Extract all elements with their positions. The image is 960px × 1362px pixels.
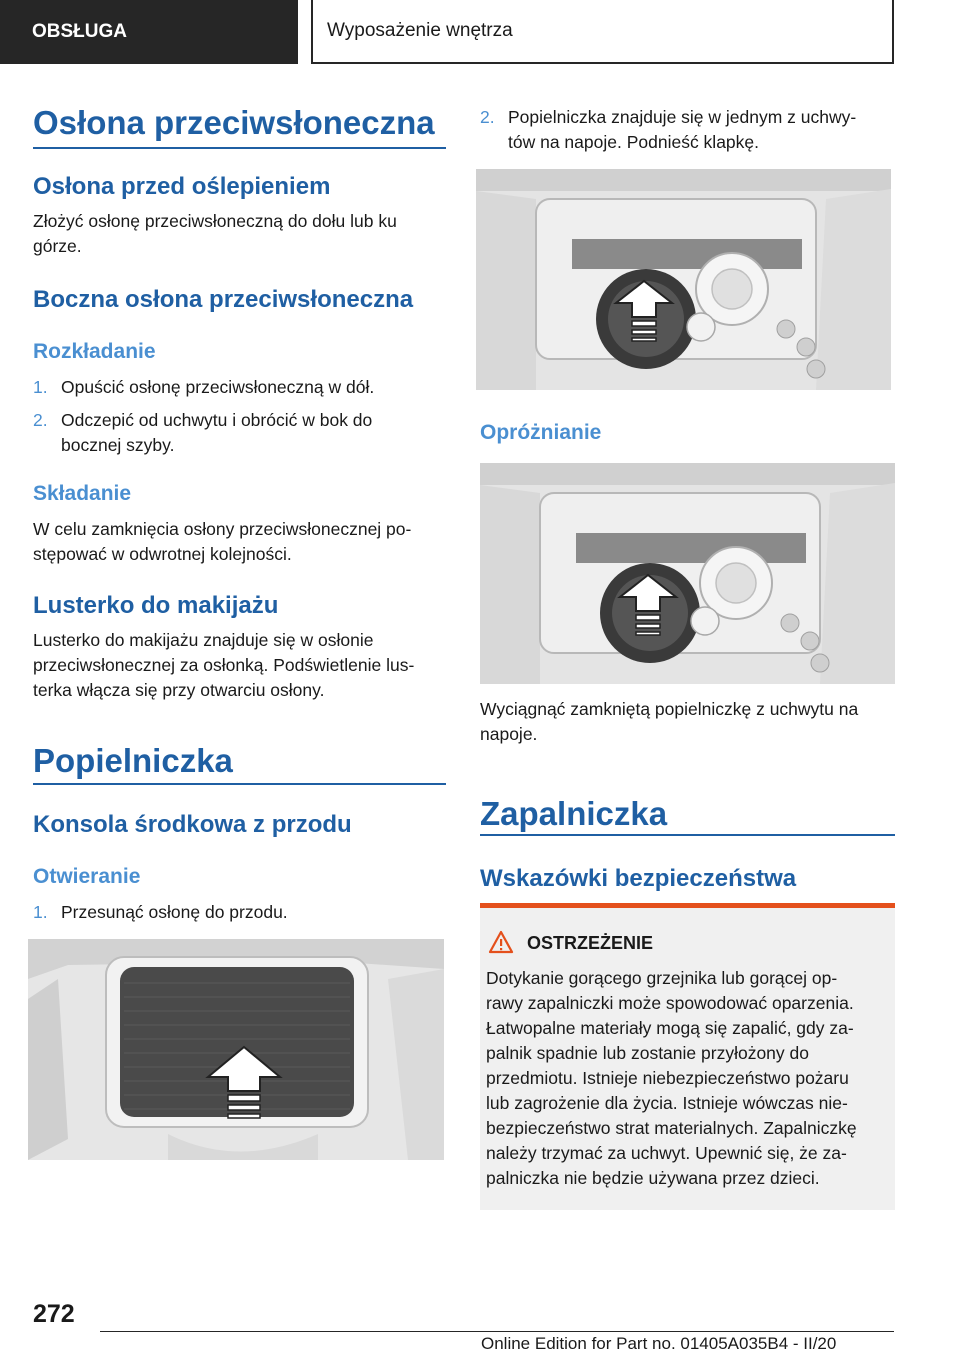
paragraph-fold	[33, 517, 453, 567]
text-line: rawy zapalniczki może spowodować oparzenia.	[486, 993, 854, 1013]
list-item	[61, 408, 372, 458]
open-step-1	[33, 900, 453, 926]
heading-unfold: Rozkładanie	[33, 340, 156, 363]
text-line: palnik spadnie lub zostanie przyłożony do	[486, 1043, 809, 1063]
text-line: Złożyć osłonę przeciwsłoneczną do dołu lub ku	[33, 211, 397, 231]
text-line: Dotykanie gorącego grzejnika lub gorącej op-	[486, 968, 838, 988]
heading-rule	[33, 147, 446, 149]
step-number: 1.	[33, 377, 48, 397]
warning-title: OSTRZEŻENIE	[527, 933, 654, 953]
text-line: przeciwsłonecznej za osłonką. Podświetlenie lus-	[33, 655, 415, 675]
heading-rule	[33, 783, 446, 785]
list-item	[61, 375, 374, 400]
list-item: Przesunąć osłonę do przodu.	[61, 902, 288, 922]
page-number: 272	[33, 1300, 75, 1328]
text-line: Popielniczka znajduje się w jednym z uchwy-	[508, 107, 857, 127]
edition-text: Online Edition for Part no. 01405A035B4 - II/20	[481, 1334, 837, 1353]
open-step-2	[480, 105, 900, 157]
section-tab	[0, 0, 298, 64]
text-line: górze.	[33, 236, 82, 256]
warning-bar	[480, 903, 895, 908]
text-line: Wyciągnąć zamkniętą popielniczkę z uchwytu na	[480, 699, 859, 719]
heading-lighter: Zapalniczka	[480, 795, 668, 832]
warning-triangle-icon	[488, 930, 516, 954]
text-line: bezpieczeństwo strat materialnych. Zapalniczkę	[486, 1118, 857, 1138]
heading-glare-shield: Osłona przed oślepieniem	[33, 173, 331, 200]
text-line: palniczka nie będzie używana przez dzieci.	[486, 1168, 820, 1188]
text-line: bocznej szyby.	[61, 435, 175, 455]
text-line: Łatwopalne materiały mogą się zapalić, gdy za-	[486, 1018, 854, 1038]
step-number: 2.	[480, 107, 495, 127]
text-line: Lusterko do makijażu znajduje się w osłonie	[33, 630, 374, 650]
heading-sun-visor: Osłona przeciwsłoneczna	[33, 104, 435, 141]
text-line: W celu zamknięcia osłony przeciwsłonecznej po-	[33, 519, 412, 539]
text-line: przedmiotu. Istnieje niebezpieczeństwo pożaru	[486, 1068, 849, 1088]
heading-opening: Otwieranie	[33, 865, 141, 888]
text-line: stępować w odwrotnej kolejności.	[33, 544, 292, 564]
chapter-tab	[311, 0, 894, 64]
heading-fold: Składanie	[33, 482, 132, 505]
chapter-label: Wyposażenie wnętrza	[327, 20, 513, 41]
text-line: terka włącza się przy otwarciu osłony.	[33, 680, 325, 700]
text-line: Odczepić od uchwytu i obrócić w bok do	[61, 410, 373, 430]
paragraph-mirror	[33, 628, 453, 703]
step-number: 1.	[33, 902, 48, 922]
step-number: 2.	[33, 410, 48, 430]
footer-rule	[100, 1331, 894, 1332]
list-item	[508, 105, 856, 155]
text-line: lub zagrożenie dla życia. Istnieje wówczas nie-	[486, 1093, 848, 1113]
text-line: należy trzymać za uchwyt. Upewnić się, że za-	[486, 1143, 847, 1163]
text-line: napoje.	[480, 724, 538, 744]
text-line: tów na napoje. Podnieść klapkę.	[508, 132, 759, 152]
heading-safety: Wskazówki bezpieczeństwa	[480, 865, 797, 892]
heading-front-console: Konsola środkowa z przodu	[33, 811, 352, 838]
paragraph-empty	[480, 697, 900, 747]
paragraph-glare	[33, 209, 453, 259]
section-label: OBSŁUGA	[32, 21, 127, 42]
heading-side-visor: Boczna osłona przeciwsłoneczna	[33, 286, 414, 313]
warning-text	[486, 966, 891, 1191]
unfold-steps-list	[33, 375, 453, 465]
figure-remove-ashtray	[480, 463, 895, 684]
figure-console-cover	[28, 939, 444, 1160]
heading-emptying: Opróżnianie	[480, 421, 602, 444]
heading-ashtray: Popielniczka	[33, 742, 233, 779]
heading-rule	[480, 834, 895, 836]
heading-vanity-mirror: Lusterko do makijażu	[33, 592, 279, 619]
text-line: Opuścić osłonę przeciwsłoneczną w dół.	[61, 377, 375, 397]
figure-ashtray-in-cupholder	[476, 169, 891, 390]
